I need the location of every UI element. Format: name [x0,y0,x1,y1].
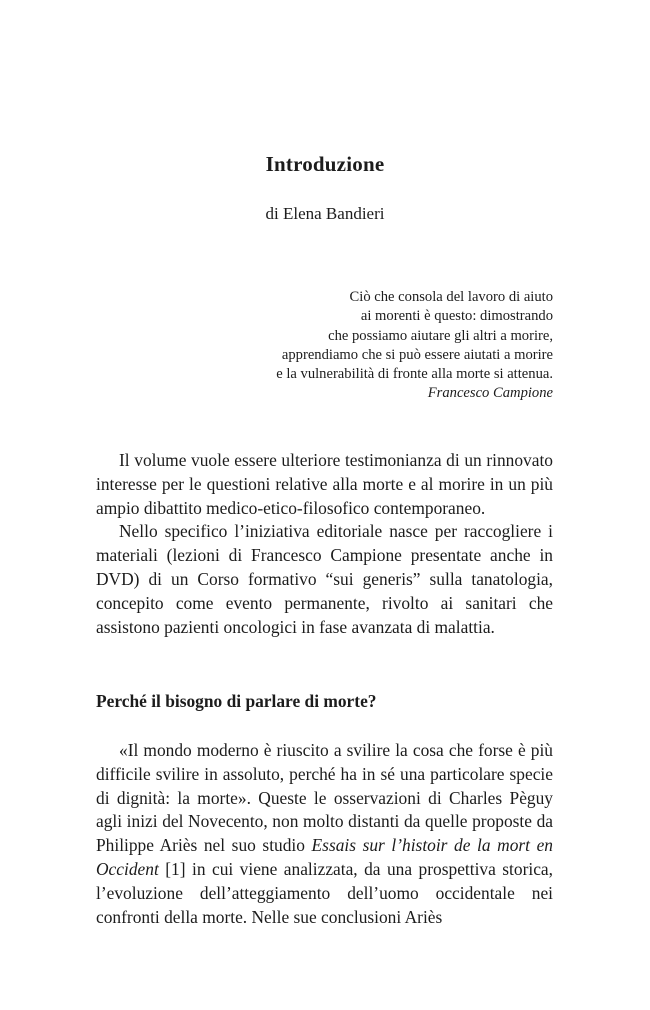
epigraph-line: ai morenti è questo: dimostrando [360,308,553,325]
chapter-author: di Elena Bandieri [265,204,385,223]
paragraph-text: [1] in cui viene analizzata, da una prospettiva storica, l’evoluzione dell’atteggiamento dell’uomo occidentale nei confronti della morte. Nelle sue conclusioni Ariès [96,858,553,927]
epigraph-line: Ciò che consola del lavoro di aiuto [349,289,553,305]
epigraph-line: che possiamo aiutare gli altri a morire, [328,327,553,344]
intro-paragraph: Nello specifico l’iniziativa editoriale nasce per raccogliere i materiali (lezioni di Francesco Campione presentate anche in DVD) di un Corso formativo “sui generis” sulla tanatologia, concepito come evento permanente, rivolto ai sanitari che assistono pazienti oncologici in fase avanzata di malattia. [96,521,553,637]
epigraph-attribution: Francesco Campione [427,385,553,402]
book-title: Essais sur l’histoir de la mort en Occident [96,835,553,879]
epigraph-line: apprendiamo che si può essere aiutati a morire [281,346,553,363]
paragraph-text: «Il mondo moderno è riuscito a svilire la cosa che forse è più difficile svilire in assoluto, perché ha in sé una particolare specie di dignità: la morte». Queste le osservazioni di Charles Pèguy agli inizi del Novecento, non molto distanti da quelle proposte da Philippe Ariès nel suo studio [96,740,553,856]
epigraph-line: e la vulnerabilità di fronte alla morte si attenua. [276,366,553,383]
section-heading: Perché il bisogno di parlare di morte? [96,691,377,711]
intro-paragraph: Il volume vuole essere ulteriore testimonianza di un rinnovato interesse per le questioni relative alla morte e al morire in un più ampio dibattito medico-etico-filosofico contemporaneo. [96,450,553,518]
intro-text [96,449,553,639]
epigraph [213,288,553,404]
chapter-title: Introduzione [265,152,385,176]
section-text [96,739,553,929]
section-paragraph [96,739,553,929]
